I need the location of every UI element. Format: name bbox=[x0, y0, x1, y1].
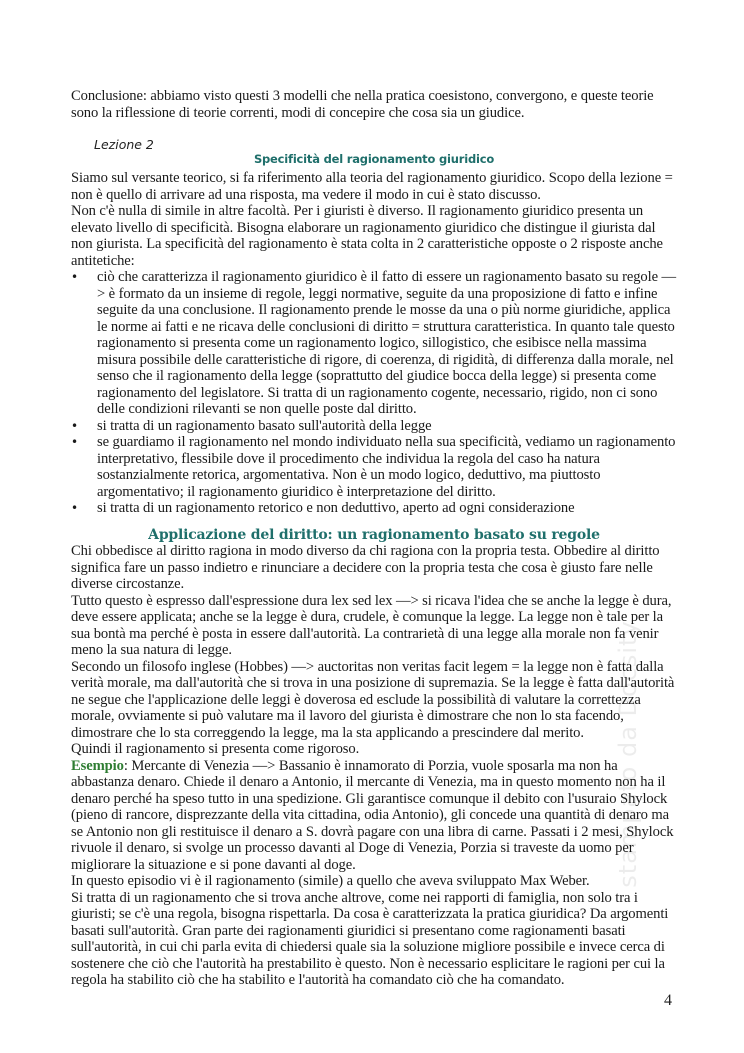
page-number: 4 bbox=[664, 992, 672, 1009]
section-body-specificita bbox=[71, 170, 677, 517]
paragraph: Chi obbedisce al diritto ragiona in modo diverso da chi ragiona con la propria testa. Obbedire al diritto significa fare un passo indietro e rinunciare a decidere con la propria testa che cosa è giusto fare nelle diverse circostanze. bbox=[71, 543, 660, 592]
intro-paragraph bbox=[71, 88, 677, 121]
paragraph: Siamo sul versante teorico, si fa riferimento alla teoria del ragionamento giuridico. Scopo della lezione = non è quello di arrivare ad una risposta, ma vedere il modo in cui è stato discusso. bbox=[71, 170, 673, 203]
bullet-item: • ciò che caratterizza il ragionamento giuridico è il fatto di essere un ragionamento basato su regole —> è formato da un insieme di regole, leggi normative, seguite da una proposizione di fatto e infine seguite da una conclusione. Il ragionamento prende le mosse da una o più norme giuridiche, applica le norme ai fatti e ne ricava delle conclusioni di diritto = struttura caratteristica. In quanto tale questo ragionamento si presenta come un ragionamento logico, sillogistico, che esibisce nella massima misura possibile delle caratteristiche di rigore, di coerenza, di rigidità, di differenza dalla morale, nel senso che il ragionamento della legge (soprattutto del giudice bocca della legge) si presenta come ragionamento del legislatore. Si tratta di un ragionamento cogente, necessario, rigido, non ci sono delle condizioni rilevanti se non quelle poste dal diritto. bbox=[71, 269, 677, 418]
bullet-item: • si tratta di un ragionamento basato sull'autorità della legge bbox=[71, 418, 677, 435]
section-heading-applicazione: Applicazione del diritto: un ragionamento basato su regole bbox=[148, 527, 600, 543]
paragraph: In questo episodio vi è il ragionamento (simile) a quello che aveva sviluppato Max Weber. bbox=[71, 873, 590, 889]
paragraph: Si tratta di un ragionamento che si trova anche altrove, come nei rapporti di famiglia, non solo tra i giuristi; se c'è una regola, bisogna rispettarla. Da cosa è caratterizzata la pratica giuridica? Da argomenti basati sull'autorità. Gran parte dei ragionamenti giuridici si presentano come ragionamenti basati sull'autorità, in cui chi parla evita di chiedersi quale sia la soluzione migliore possibile e invece cerca di sostenere che ciò che l'autorità ha prestabilito è questo. Non è necessario esplicitare le ragioni per cui la regola ha stabilito ciò che ha stabilito e l'autorità ha comandato ciò che ha comandato. bbox=[71, 889, 669, 988]
paragraph: Tutto questo è espresso dall'espressione dura lex sed lex —> si ricava l'idea che se anche la legge è dura, deve essere applicata; anche se la legge è dura, crudele, è comunque la legge. La legge non è tale per la sua bontà ma perché è posta in essere dall'autorità. La contrarietà di una legge alla morale non fa venir meno la sua natura di legge. bbox=[71, 592, 672, 658]
example-paragraph bbox=[71, 758, 677, 874]
bullet-list bbox=[71, 269, 677, 517]
example-label: Esempio bbox=[71, 757, 124, 774]
section-heading-specificita: Specificità del ragionamento giuridico bbox=[253, 152, 495, 166]
paragraph: Non c'è nulla di simile in altre facoltà. Per i giuristi è diverso. Il ragionamento giuridico presenta un elevato livello di specificità. Bisogna elaborare un ragionamento giuridico che distingue il giurista dal non giurista. La specificità del ragionamento è stata colta in 2 caratteristiche opposte o 2 risposte anche antitetiche: bbox=[71, 203, 663, 269]
watermark-text: stampato da Docsity bbox=[614, 620, 642, 888]
paragraph: Secondo un filosofo inglese (Hobbes) —> auctoritas non veritas facit legem = la legge non è fatta dalla verità morale, ma dall'autorità che si trova in una posizione di supremazia. Se la legge è fatta dall'autorità ne segue che l'applicazione delle leggi è doverosa ed esclude la possibilità di valutare la correttezza morale, ovviamente si può valutare ma il lavoro del giurista è dimostrare che non lo sta facendo, dimostrare che lo sta correggendo la legge, ma la sta applicando a prescindere dal merito. bbox=[71, 658, 675, 741]
bullet-item: • se guardiamo il ragionamento nel mondo individuato nella sua specificità, vediamo un ragionamento interpretativo, flessibile dove il procedimento che individua la regola del caso ha natura sostanzialmente retorica, argomentativa. Non è un modo logico, deduttivo, ma piuttosto argomentativo; il ragionamento giuridico è interpretazione del diritto. bbox=[71, 434, 677, 500]
bullet-item: • si tratta di un ragionamento retorico e non deduttivo, aperto ad ogni considerazione bbox=[71, 500, 677, 517]
lesson-label: Lezione 2 bbox=[94, 137, 154, 152]
conclusion-text: Conclusione: abbiamo visto questi 3 modelli che nella pratica coesistono, convergono, e queste teorie sono la riflessione di teorie correnti, modi di concepire che cosa sia un giudice. bbox=[71, 88, 654, 121]
paragraph: Quindi il ragionamento si presenta come rigoroso. bbox=[71, 741, 360, 757]
section-body-applicazione bbox=[71, 543, 677, 989]
example-text: : Mercante di Venezia —> Bassanio è innamorato di Porzia, vuole sposarla ma non ha abbastanza denaro. Chiede il denaro a Antonio, il mercante di Venezia, ma in questo momento non ha il denaro perché ha speso tutto in una spedizione. Gli garantisce comunque il debito con l'usuraio Shylock (pieno di rancore, disprezzante della vita cittadina, odia Antonio), gli concede una quantità di denaro ma se Antonio non gli restituisce il denaro a S. dovrà pagare con una libra di carne. Passati i 2 mesi, Shylock rivuole il denaro, si svolge un processo davanti al Doge di Venezia, Porzia si traveste da uomo per migliorare la situazione e si pone davanti al doge. bbox=[71, 757, 674, 873]
